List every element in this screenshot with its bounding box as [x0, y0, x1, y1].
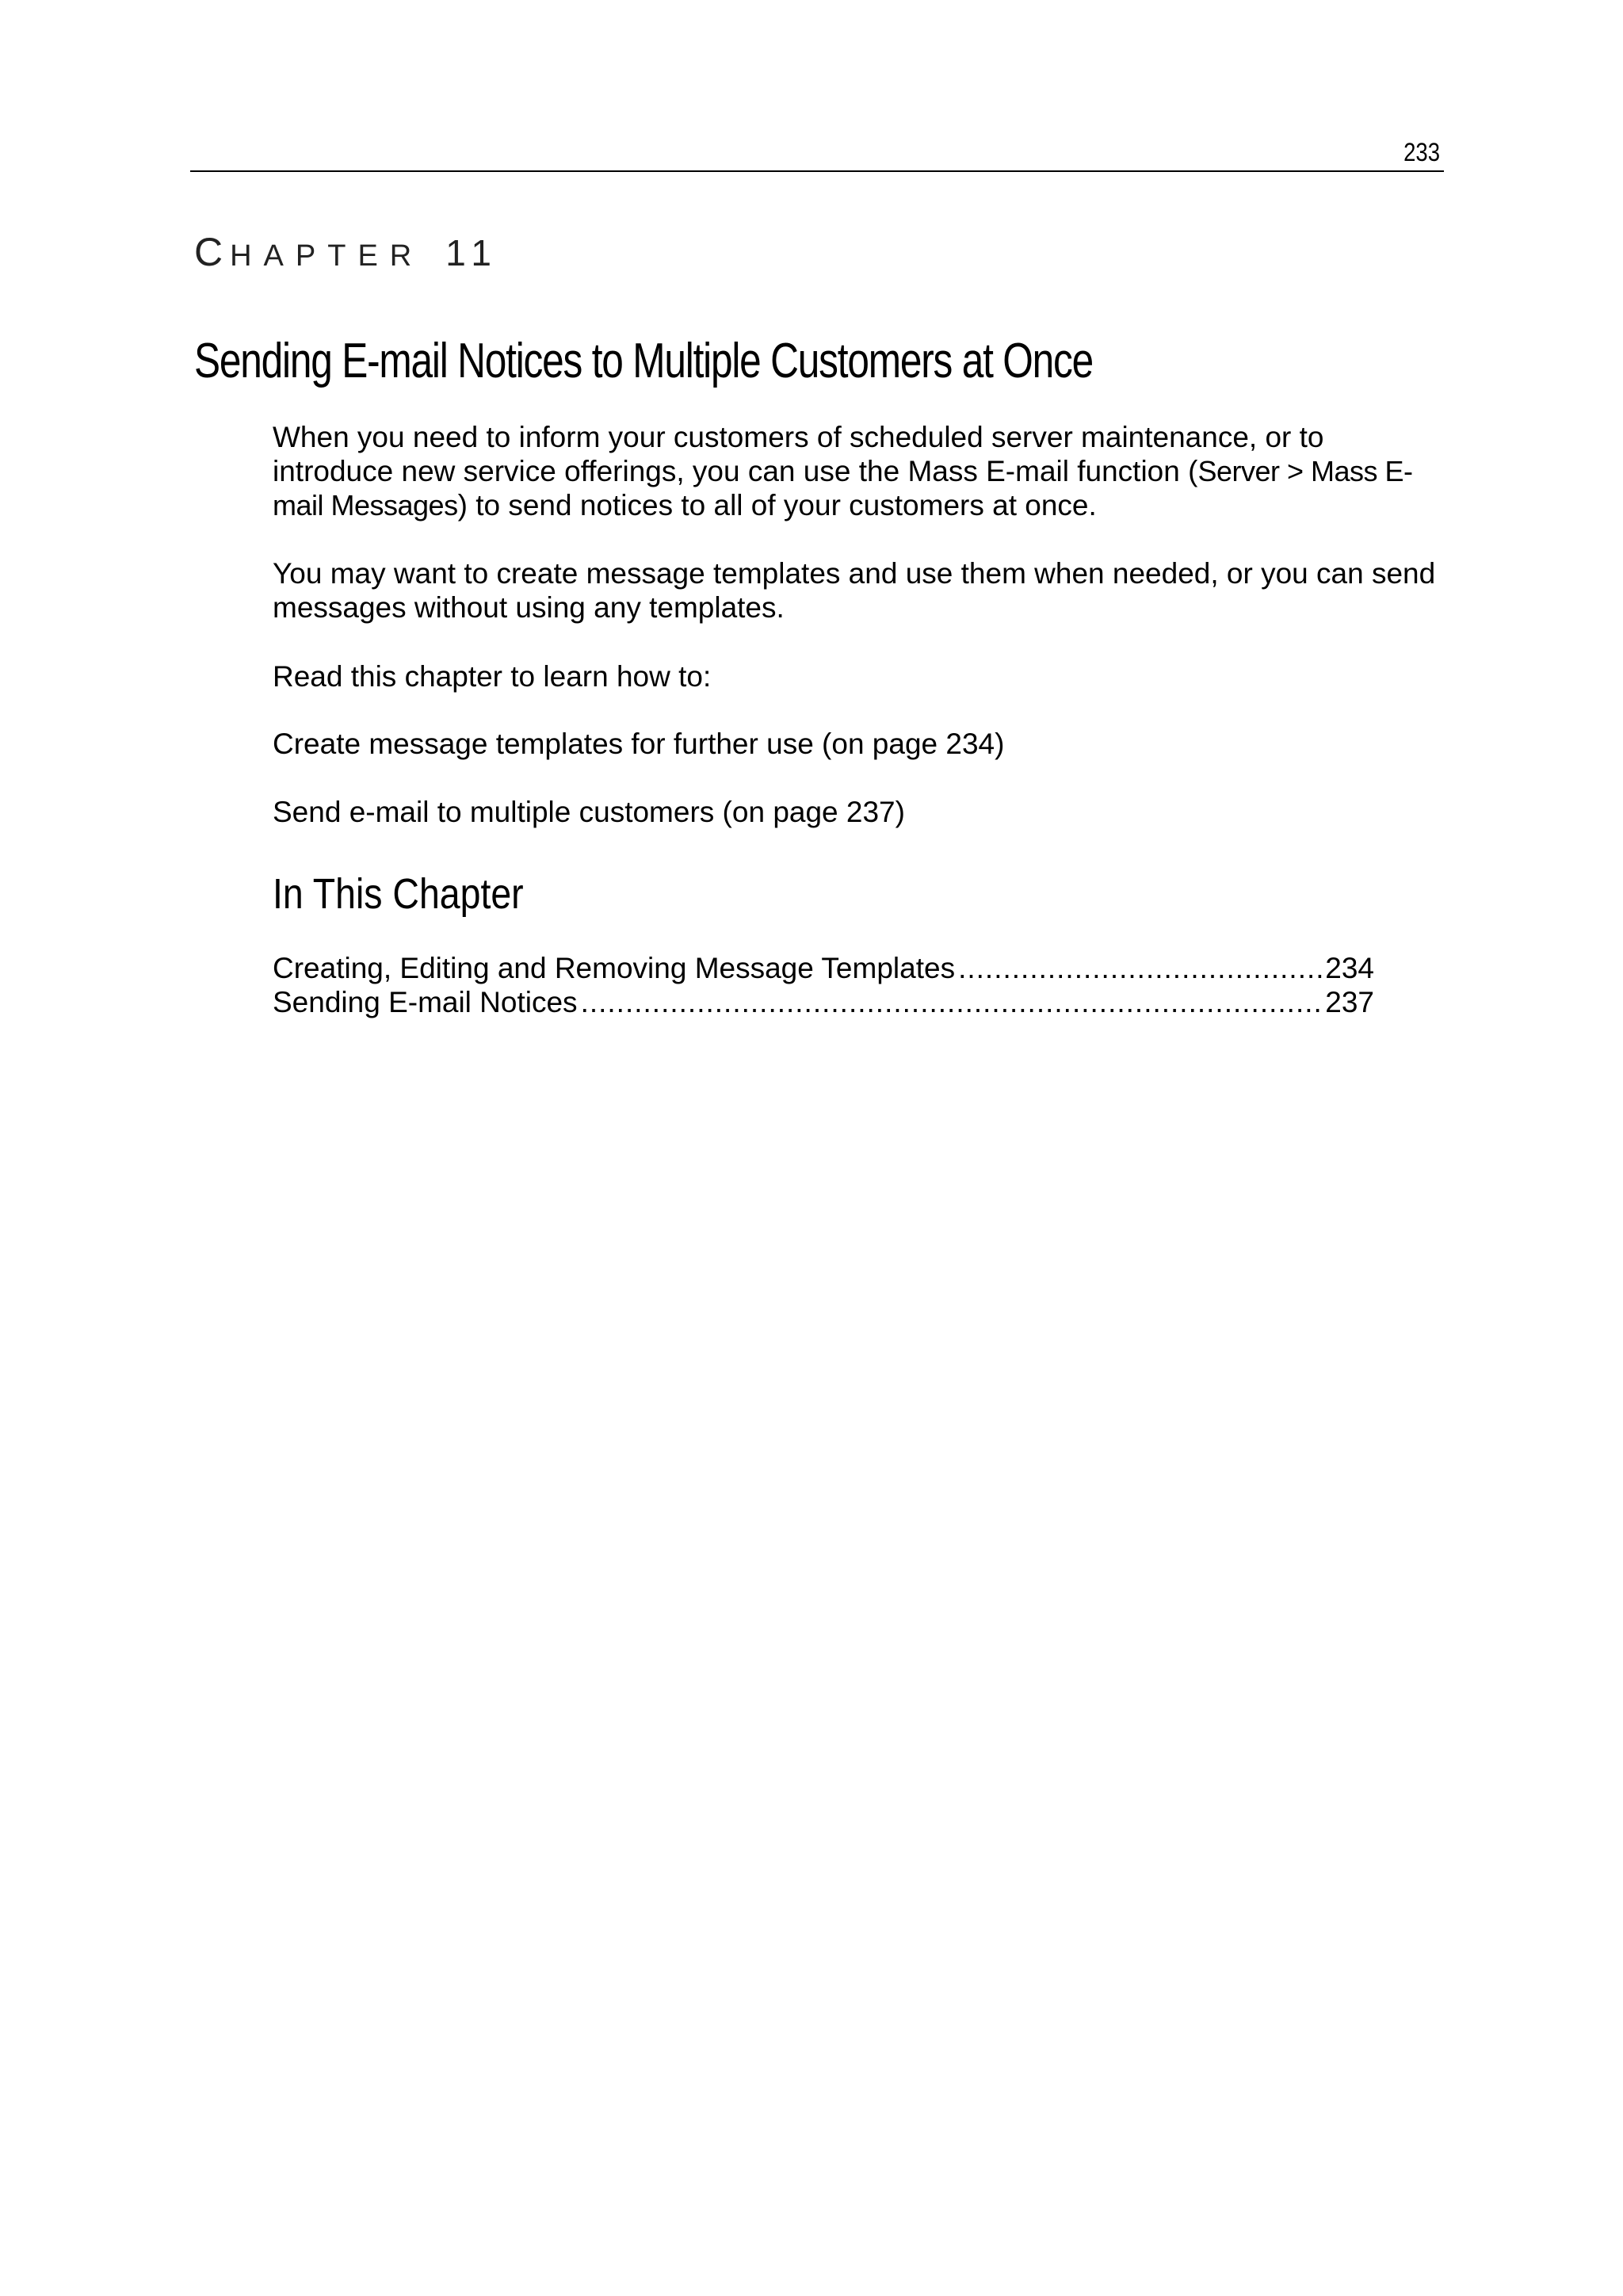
task-create-templates[interactable]: Create message templates for further use (on page 234): [273, 728, 1005, 760]
toc-entry-page: 237: [1325, 986, 1374, 1018]
header-rule: [190, 170, 1444, 172]
toc-entry-title: Sending E-mail Notices: [273, 986, 578, 1018]
chapter-title: Sending E-mail Notices to Multiple Customers at Once: [194, 334, 1094, 388]
toc: [273, 951, 1374, 1019]
in-this-chapter-heading: In This Chapter: [273, 870, 524, 918]
learn-how-paragraph: Read this chapter to learn how to:: [273, 660, 712, 693]
toc-entry-title: Creating, Editing and Removing Message Templates: [273, 952, 956, 984]
chapter-label-rest: HAPTER: [230, 239, 424, 273]
templates-paragraph: You may want to create message templates and use them when needed, or you can send messages without using any templates.: [273, 557, 1436, 624]
chapter-label-initial: C: [194, 230, 231, 274]
task-send-email[interactable]: Send e-mail to multiple customers (on page 237): [273, 796, 905, 828]
chapter-label: [194, 230, 499, 278]
intro-paragraph: [273, 420, 1438, 522]
toc-entry[interactable]: [273, 985, 1374, 1019]
toc-leader-dots: [581, 985, 1323, 1019]
intro-text-before: When you need to inform your customers of scheduled server maintenance, or to introduce new service offerings, you can use the Mass E-mail function (: [273, 421, 1324, 487]
intro-text-after: ) to send notices to all of your customers at once.: [457, 489, 1097, 521]
toc-entry-page: 234: [1325, 952, 1374, 984]
page-number: 233: [1403, 138, 1440, 166]
toc-leader-dots: [958, 951, 1322, 985]
toc-entry[interactable]: [273, 951, 1374, 985]
menu-path: Server > Mass E-mail Messages: [273, 455, 1413, 521]
chapter-number: 11: [445, 232, 500, 273]
